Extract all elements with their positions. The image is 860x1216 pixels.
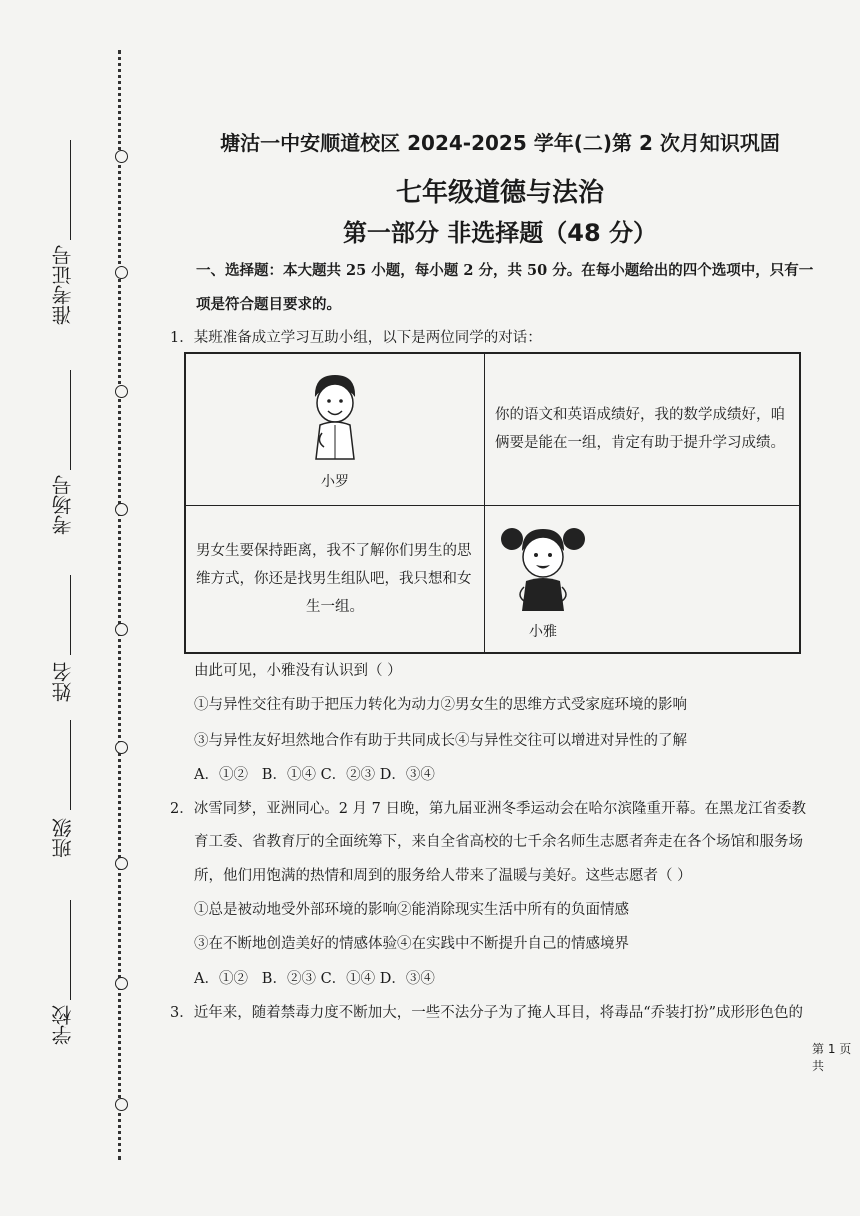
xiaoluo-cell [185,353,485,505]
binding-ring [115,266,128,279]
xiaoluo-speech-cell [485,353,801,505]
section-intro-line1: 一、选择题：本大题共 25 小题，每小题 2 分，共 50 分。在每小题给出的四个选项中，只有一 [196,262,814,279]
section-intro-line2: 项是符合题目要求的。 [196,296,341,313]
xiaoya-name: 小雅 [529,623,557,640]
binding-ring [115,857,128,870]
school-label: 学校 [51,1005,75,1045]
girl-figure-icon [498,517,588,617]
xiaoya-cell [485,505,801,653]
name-label: 姓名 [51,662,75,702]
class-label: 班级 [51,818,75,858]
xiaoya-speech-line2: 维方式，你还是找男生组队吧，我只想和女 [196,570,472,587]
q1-options-line1: ①与异性交往有助于把压力转化为动力②男女生的思维方式受家庭环境的影响 [194,697,687,713]
perforation-dots [118,50,121,1160]
admission-no-blank [70,140,71,240]
binding-margin [0,0,170,1216]
binding-ring [115,623,128,636]
page-number: 第 1 页 共 [812,1042,852,1073]
q1-options-line2: ③与异性友好坦然地合作有助于共同成长④与异性交往可以增进对异性的了解 [194,733,687,749]
q1-choices: A．①② B．①④ C．②③ D．③④ [194,767,435,783]
dialog-table [184,352,801,654]
subject-title: 七年级道德与法治 [395,178,604,208]
binding-ring [115,1098,128,1111]
admission-no-label: 准考证号 [51,245,75,325]
q2-options-line2: ③在不断地创造美好的情感体验④在实践中不断提升自己的情感境界 [194,936,629,952]
q3-line1: 3．近年来，随着禁毒力度不断加大，一些不法分子为了掩人耳目，将毒品“乔装打扮”成形形色色的 [170,1005,804,1021]
xiaoya-speech-line3: 生一组。 [306,598,364,615]
xiaoluo-speech-line1: 你的语文和英语成绩好，我的数学成绩好，咱 [495,407,785,424]
q2-options-line1: ①总是被动地受外部环境的影响②能消除现实生活中所有的负面情感 [194,902,629,918]
binding-ring [115,977,128,990]
boy-figure-icon [300,367,370,467]
q2-line2: 育工委、省教育厅的全面统筹下，来自全省高校的七千余名师生志愿者奔走在各个场馆和服务场 [194,834,803,850]
q2-line1: 2．冰雪同梦，亚洲同心。2 月 7 日晚，第九届亚洲冬季运动会在哈尔滨隆重开幕。在黑龙江省委教 [170,801,806,817]
xiaoya-speech-cell [185,505,485,653]
class-blank [70,720,71,810]
xiaoluo-speech-line2: 俩要是能在一组，肯定有助于提升学习成绩。 [495,435,785,452]
part-title: 第一部分 非选择题（48 分） [342,219,658,247]
q1-question: 由此可见，小雅没有认识到（ ） [194,663,402,679]
exam-room-blank [70,370,71,470]
q1-stem: 1．某班准备成立学习互助小组，以下是两位同学的对话： [170,330,542,346]
binding-ring [115,385,128,398]
binding-ring [115,503,128,516]
q2-line3: 所，他们用饱满的热情和周到的服务给人带来了温暖与美好。这些志愿者（ ） [194,868,692,884]
exam-title: 塘沽一中安顺道校区 2024-2025 学年(二)第 2 次月知识巩固 [220,131,780,155]
xiaoluo-name: 小罗 [321,474,349,491]
xiaoya-speech-line1: 男女生要保持距离，我不了解你们男生的思 [196,542,472,559]
binding-ring [115,741,128,754]
school-blank [70,900,71,1000]
name-blank [70,575,71,655]
binding-ring [115,150,128,163]
exam-room-label: 考场号 [51,475,75,535]
q2-choices: A．①② B．②③ C．①④ D．③④ [194,971,435,987]
